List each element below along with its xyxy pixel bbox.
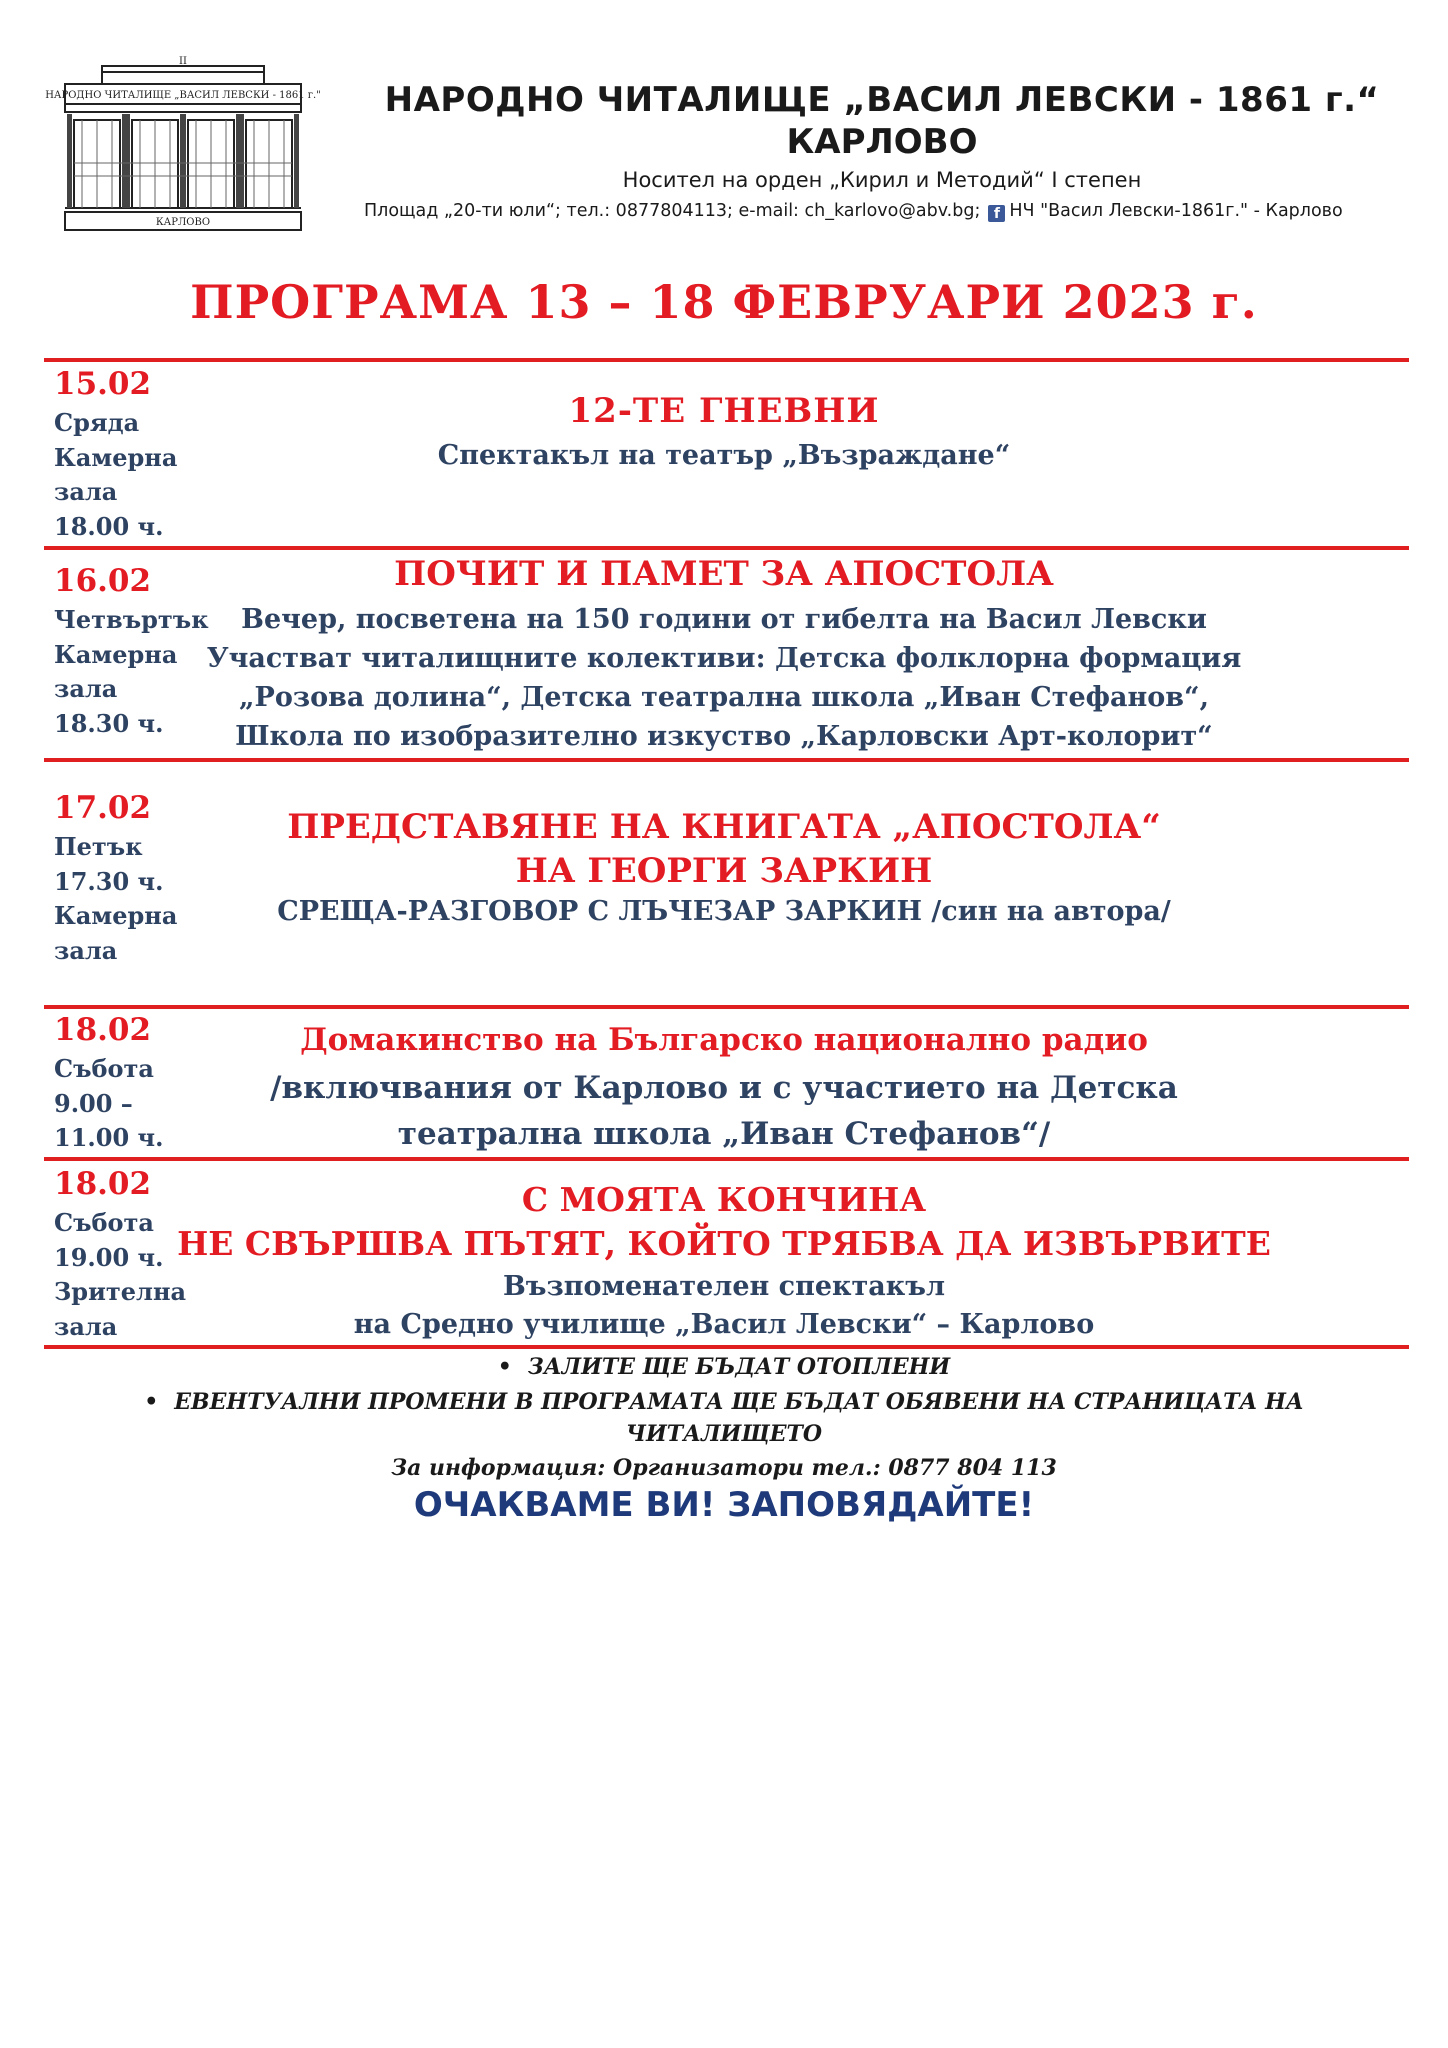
note-changes-continued: ЧИТАЛИЩЕТО [625, 1421, 823, 1447]
separator-line [44, 546, 1409, 550]
event-description-line: Участват читалищните колективи: Детска фолклорна формация [206, 643, 1242, 674]
event-venue: зала [54, 477, 118, 506]
bullet: • [144, 1389, 159, 1415]
event-day: Петък [54, 832, 143, 861]
facebook-page: НЧ "Васил Левски-1861г." - Карлово [1009, 201, 1343, 221]
organization-name: НАРОДНО ЧИТАЛИЩЕ „ВАСИЛ ЛЕВСКИ - 1861 г.“ [384, 80, 1380, 120]
event-date: 18.02 [54, 1012, 152, 1048]
event-venue: зала [54, 935, 118, 965]
event-day: Четвъртък [54, 605, 209, 634]
event-time: 17.30 ч. [54, 866, 164, 896]
separator-line [44, 758, 1409, 762]
event-title: 12-ТЕ ГНЕВНИ [568, 391, 880, 431]
event-description [0, 1065, 1448, 1157]
contact-details: Площад „20-ти юли“; тел.: 0877804113; e-mail: ch_karlovo@abv.bg; [364, 201, 981, 221]
event-time: 11.00 ч. [54, 1123, 164, 1152]
logo-city: КАРЛОВО [155, 217, 211, 228]
event-day: Събота [54, 1208, 154, 1237]
event-title: Домакинство на Българско национално радио [300, 1022, 1148, 1058]
note-changes [0, 1389, 1448, 1415]
event-time: 18.30 ч. [54, 708, 164, 738]
separator-line [44, 358, 1409, 362]
event-day: Събота [54, 1054, 154, 1083]
separator-line [44, 1157, 1409, 1161]
bullet: • [497, 1354, 512, 1380]
event-description: СРЕЩА-РАЗГОВОР С ЛЪЧЕЗАР ЗАРКИН /син на автора/ [277, 896, 1171, 927]
event-time: 18.00 ч. [54, 511, 164, 541]
closing-message: ОЧАКВАМЕ ВИ! ЗАПОВЯДАЙТЕ! [413, 1485, 1035, 1525]
facebook-icon: f [988, 205, 1005, 222]
event-title-line: НА ГЕОРГИ ЗАРКИН [515, 851, 933, 891]
logo-roman-numeral: II [179, 56, 187, 67]
logo-label: НАРОДНО ЧИТАЛИЩЕ „ВАСИЛ ЛЕВСКИ - 1861 г." [45, 90, 321, 101]
event-date: 17.02 [54, 790, 152, 826]
event-description-line: театрална школа „Иван Стефанов“/ [397, 1116, 1051, 1152]
event-venue: зала [54, 674, 118, 703]
event-description-line: Школа по изобразително изкуство „Карловски Арт-колорит“ [235, 721, 1213, 752]
event-time: 9.00 – [54, 1088, 133, 1118]
event-day: Сряда [54, 408, 140, 437]
event-date: 15.02 [54, 366, 152, 402]
event-description-line: Вечер, посветена на 150 години от гибелта на Васил Левски [241, 604, 1207, 635]
separator-line [44, 1345, 1409, 1349]
event-venue: Камерна [54, 901, 178, 930]
event-venue: Камерна [54, 639, 178, 669]
event-venue: Зрителна [54, 1277, 187, 1306]
event-title [0, 805, 1448, 893]
event-date: 16.02 [54, 563, 152, 599]
event-venue: зала [54, 1311, 118, 1341]
organization-contact [364, 201, 1404, 222]
event-description: Спектакъл на театър „Възраждане“ [437, 440, 1011, 471]
event-description [0, 600, 1448, 756]
event-venue: Камерна [54, 442, 178, 472]
event-title-line: НЕ СВЪРШВА ПЪТЯТ, КОЙТО ТРЯБВА ДА ИЗВЪРВИТЕ [177, 1224, 1271, 1263]
event-description [0, 1268, 1448, 1344]
event-title [0, 1178, 1448, 1266]
note-heating [0, 1354, 1448, 1380]
event-description-line: на Средно училище „Васил Левски“ – Карлово [353, 1309, 1095, 1340]
organization-order: Носител на орден „Кирил и Методий“ I степен [622, 168, 1142, 192]
event-title-line: ПРЕДСТАВЯНЕ НА КНИГАТА „АПОСТОЛА“ [287, 807, 1161, 847]
separator-line [44, 1005, 1409, 1009]
event-description-line: Възпоменателен спектакъл [502, 1271, 946, 1302]
event-date: 18.02 [54, 1166, 152, 1202]
event-description-line: /включвания от Карлово и с участието на Детска [270, 1070, 1178, 1106]
info-contact: За информация: Организатори тел.: 0877 804 113 [391, 1455, 1057, 1481]
event-title-line: С МОЯТА КОНЧИНА [521, 1180, 927, 1219]
event-description-line: „Розова долина“, Детска театрална школа „Иван Стефанов“, [239, 682, 1209, 713]
note-text: ЕВЕНТУАЛНИ ПРОМЕНИ В ПРОГРАМАТА ЩЕ БЪДАТ ОБЯВЕНИ НА СТРАНИЦАТА НА [174, 1389, 1304, 1415]
program-title: ПРОГРАМА 13 – 18 ФЕВРУАРИ 2023 г. [190, 275, 1258, 329]
building-logo [45, 56, 321, 234]
organization-city: КАРЛОВО [786, 122, 978, 162]
note-text: ЗАЛИТЕ ЩЕ БЪДАТ ОТОПЛЕНИ [527, 1354, 951, 1380]
event-time: 19.00 ч. [54, 1242, 164, 1272]
event-title: ПОЧИТ И ПАМЕТ ЗА АПОСТОЛА [394, 554, 1054, 594]
header [45, 56, 1402, 243]
